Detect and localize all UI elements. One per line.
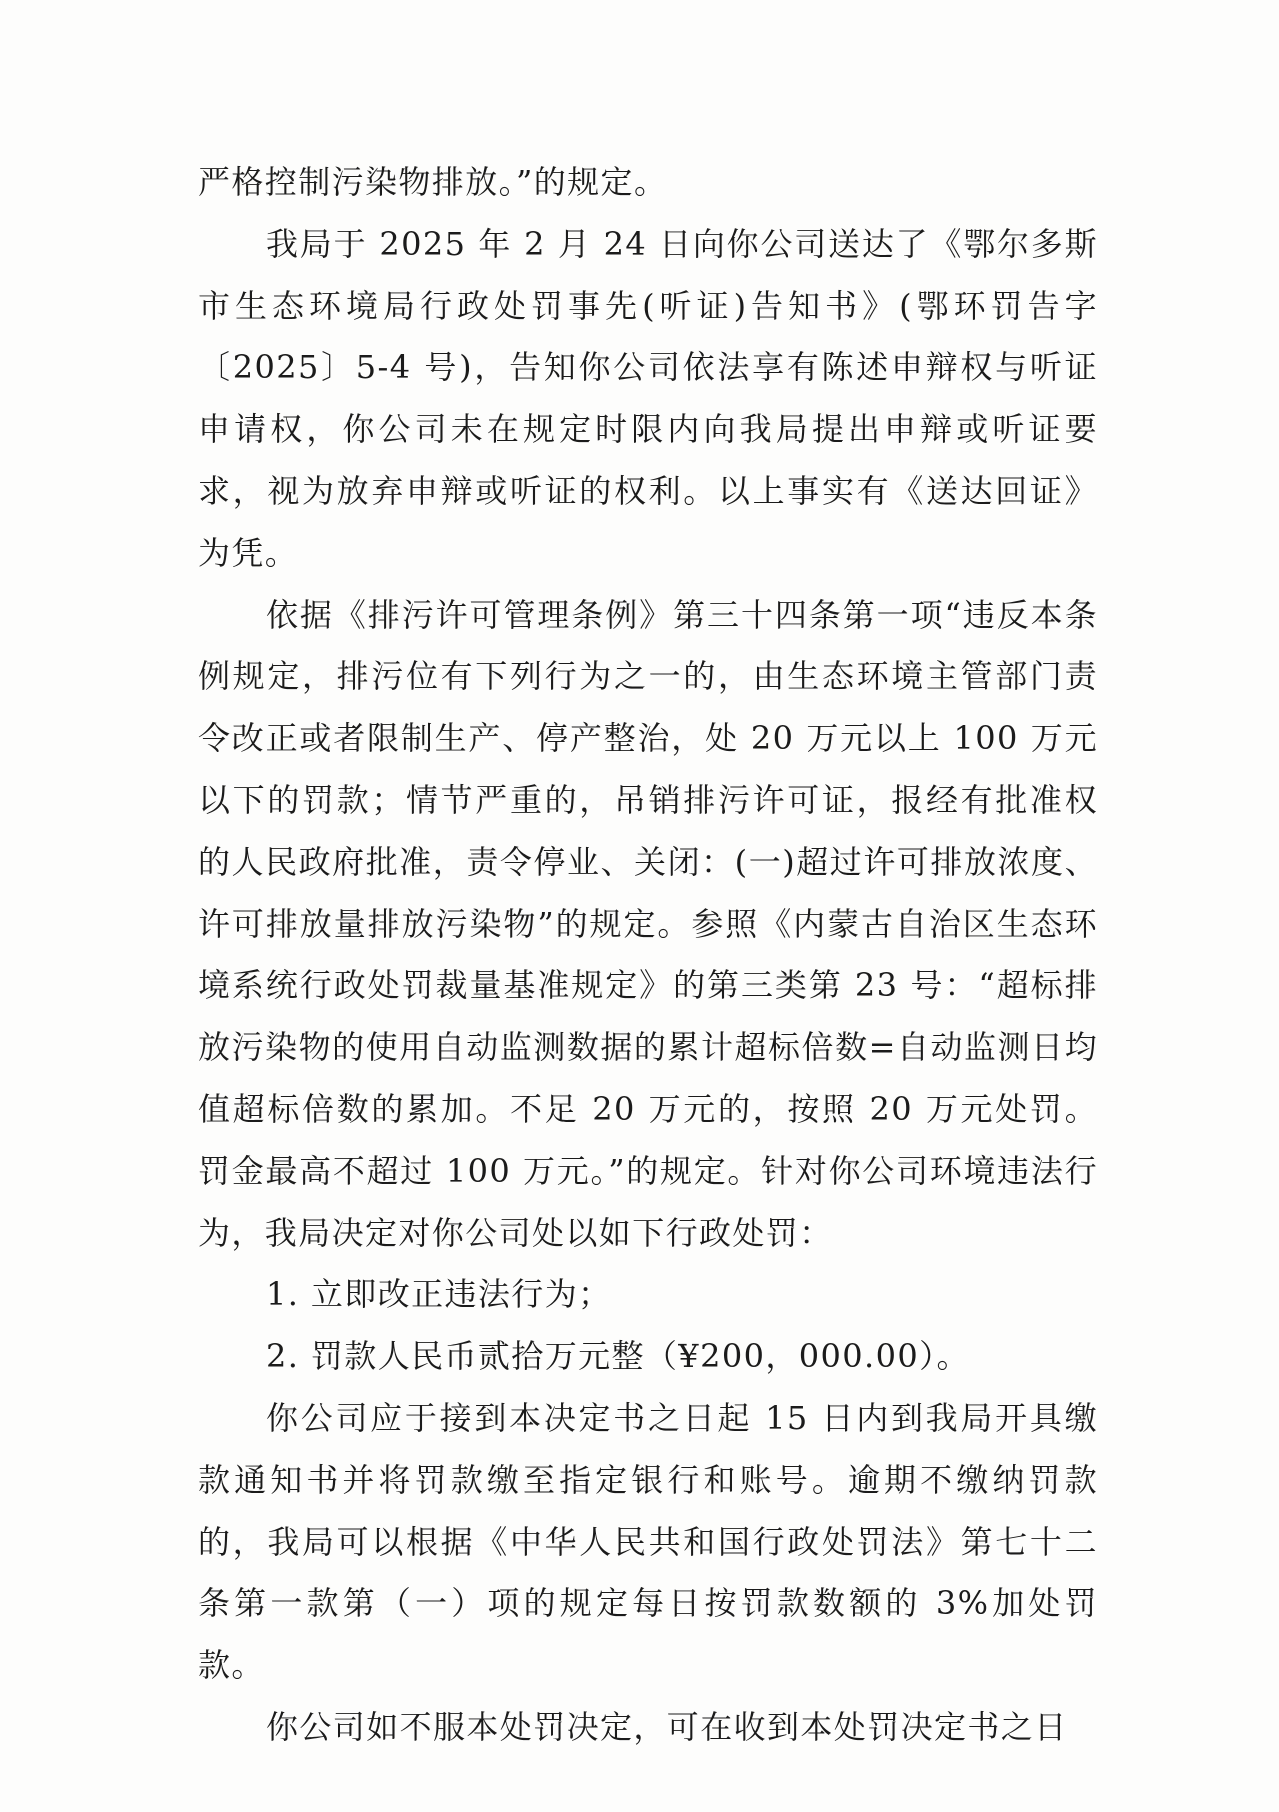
paragraph-appeal: 你公司如不服本处罚决定，可在收到本处罚决定书之日 xyxy=(266,1707,1068,1746)
paragraph-legal-basis: 依据《排污许可管理条例》第三十四条第一项“违反本条例规定，排污位有下列行为之一的，由生态环境主管部门责令改正或者限制生产、停产整治，处 20 万元以上 100 万元以下的罚款；情节严重的，吊销排污许可证，报经有批准权的人民政府批准，责令停业、关闭：(一)超过许可排放浓度、许可排放量排放污染物”的规定。参照《内蒙古自治区生态环境系统行政处罚裁量基准规定》的第三类第 23 号：“超标排放污染物的使用自动监测数据的累计超标倍数=自动监测日均值超标倍数的累加。不足 20 万元的，按照 20 万元处罚。罚金最高不超过 100 万元。”的规定。针对你公司环境违法行为，我局决定对你公司处以如下行政处罚： xyxy=(198,595,1098,1252)
document-body xyxy=(198,152,1098,1759)
paragraph-payment: 你公司应于接到本决定书之日起 15 日内到我局开具缴款通知书并将罚款缴至指定银行和账号。逾期不缴纳罚款的，我局可以根据《中华人民共和国行政处罚法》第七十二条第一款第（一）项的规定每日按罚款数额的 3%加处罚款。 xyxy=(198,1398,1098,1685)
paragraph-penalty-item-2: 2. 罚款人民币贰拾万元整（¥200，000.00）。 xyxy=(266,1337,970,1376)
paragraph-continuation: 严格控制污染物排放。”的规定。 xyxy=(198,163,668,201)
paragraph-penalty-item-1: 1. 立即改正违法行为； xyxy=(266,1275,612,1314)
paragraph-notice: 我局于 2025 年 2 月 24 日向你公司送达了《鄂尔多斯市生态环境局行政处罚事先(听证)告知书》(鄂环罚告字〔2025〕5-4 号)，告知你公司依法享有陈述申辩权与听证申请权，你公司未在规定时限内向我局提出申辩或听证要求，视为放弃申辩或听证的权利。以上事实有《送达回证》为凭。 xyxy=(198,224,1098,572)
